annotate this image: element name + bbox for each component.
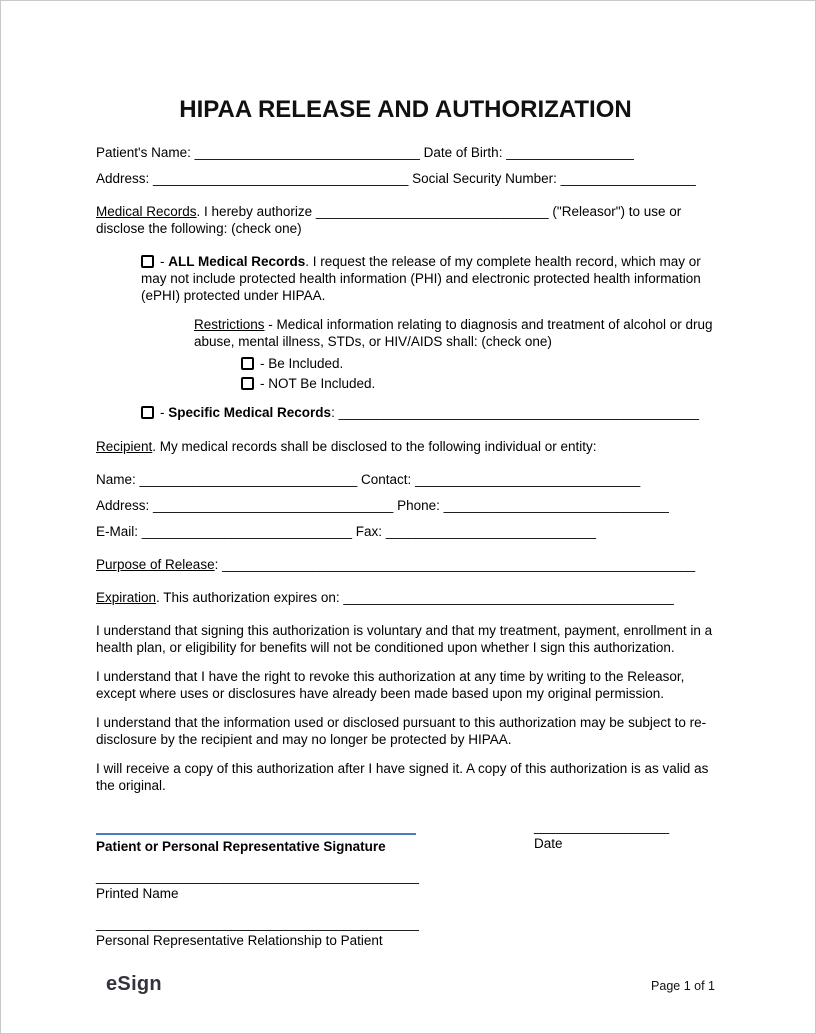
dob-label: Date of Birth: [423, 145, 503, 160]
recipient-contact-label: Contact: [361, 472, 412, 487]
patient-name-dob-row [96, 144, 715, 161]
not-be-included-checkbox[interactable] [241, 377, 254, 390]
purpose-heading: Purpose of Release [96, 557, 215, 572]
page-footer [106, 973, 715, 995]
restrictions-heading: Restrictions [194, 317, 265, 332]
recipient-heading: Recipient [96, 439, 153, 454]
recipient-email-fax-row [96, 523, 715, 540]
printed-name-label: Printed Name [96, 886, 179, 901]
restrictions-text [194, 316, 715, 350]
expiration-heading: Expiration [96, 590, 157, 605]
all-records-label: ALL Medical Records [168, 254, 306, 269]
recipient-address-phone-row [96, 497, 715, 514]
copy-paragraph: I will receive a copy of this authorization after I have signed it. A copy of this authorization is as valid as the original. [96, 761, 709, 793]
recipient-phone-label: Phone: [397, 498, 440, 513]
recipient-name-label: Name: [96, 472, 136, 487]
specific-records-label: Specific Medical Records [168, 405, 332, 420]
address-label: Address: [96, 171, 150, 186]
ssn-blank: __________________ [560, 171, 696, 186]
recipient-phone-blank: ______________________________ [443, 498, 669, 513]
medical-records-heading: Medical Records [96, 204, 197, 219]
recipient-address-label: Address: [96, 498, 150, 513]
date-blank: __________________ [534, 819, 670, 834]
patient-name-label: Patient's Name: [96, 145, 191, 160]
revocation-paragraph: I understand that I have the right to revoke this authorization at any time by writing to the Releasor, except where uses or disclosures have already been made based upon my original permission. [96, 669, 685, 701]
date-column [534, 818, 669, 855]
medical-records-intro [96, 203, 715, 237]
printed-name-blank: ___________________________________________ [96, 869, 419, 884]
signature-label: Patient or Personal Representative Signature [96, 839, 386, 854]
expiration-row [96, 589, 715, 606]
recipient-email-label: E-Mail: [96, 524, 139, 539]
signature-line[interactable] [96, 833, 416, 835]
address-ssn-row [96, 170, 715, 187]
date-label: Date [534, 836, 563, 851]
restriction-option-not-included [241, 375, 715, 392]
esign-logo: eSign [106, 973, 162, 995]
recipient-fax-blank: ____________________________ [385, 524, 597, 539]
page-title: HIPAA RELEASE AND AUTHORIZATION [179, 96, 632, 123]
not-be-included-label: - NOT Be Included. [260, 376, 376, 391]
recipient-contact-blank: ______________________________ [415, 472, 641, 487]
medical-records-text-after: ("Releasor") to use or disclose the following: (check one) [96, 204, 682, 236]
all-records-text: . I request the release of my complete health record, which may or may not include protected health information (PHI) and electronic protected health information (ePHI) protected under HIPAA. [141, 254, 701, 303]
recipient-fax-label: Fax: [355, 524, 383, 539]
expiration-text: . This authorization expires on: [156, 590, 344, 605]
be-included-label: - Be Included. [260, 356, 344, 371]
dob-blank: _________________ [506, 145, 634, 160]
releasor-blank: _______________________________ [315, 204, 549, 219]
purpose-blank: : _______________________________________________________________ [214, 557, 696, 572]
address-blank: __________________________________ [153, 171, 409, 186]
printed-name-block [96, 868, 715, 902]
relationship-blank: ___________________________________________ [96, 916, 419, 931]
all-medical-records-checkbox[interactable] [141, 255, 154, 268]
specific-medical-records-checkbox[interactable] [141, 406, 154, 419]
acknowledgement-paragraph: I understand that signing this authorization is voluntary and that my treatment, payment, enrollment in a health plan, or eligibility for benefits will not be conditioned upon whether I sign this authorization. [96, 623, 713, 655]
medical-records-text: . I hereby authorize [196, 204, 313, 219]
recipient-name-blank: _____________________________ [139, 472, 358, 487]
signature-section [96, 818, 715, 855]
specific-records-blank: : ________________________________________________ [331, 405, 699, 420]
recipient-email-blank: ____________________________ [141, 524, 353, 539]
recipient-name-contact-row [96, 471, 715, 488]
signature-column [96, 818, 426, 855]
page-number: Page 1 of 1 [651, 979, 715, 993]
all-records-prefix: - [160, 254, 169, 269]
recipient-text: . My medical records shall be disclosed to the following individual or entity: [152, 439, 597, 454]
relationship-block [96, 915, 715, 949]
purpose-of-release-row [96, 556, 715, 573]
relationship-label: Personal Representative Relationship to Patient [96, 933, 383, 948]
specific-records-prefix: - [160, 405, 169, 420]
ssn-label: Social Security Number: [412, 171, 557, 186]
restriction-option-included [241, 355, 715, 372]
redisclosure-paragraph: I understand that the information used or disclosed pursuant to this authorization may be subject to re-disclosure by the recipient and may no longer be protected by HIPAA. [96, 715, 707, 747]
restrictions-body: - Medical information relating to diagnosis and treatment of alcohol or drug abuse, mental illness, STDs, or HIV/AIDS shall: (check one) [194, 317, 713, 349]
be-included-checkbox[interactable] [241, 357, 254, 370]
expiration-blank: ____________________________________________ [343, 590, 674, 605]
recipient-address-blank: ________________________________ [153, 498, 394, 513]
all-medical-records-item [141, 253, 715, 304]
patient-name-blank: ______________________________ [194, 145, 420, 160]
recipient-intro [96, 438, 715, 455]
specific-medical-records-item [141, 404, 715, 421]
